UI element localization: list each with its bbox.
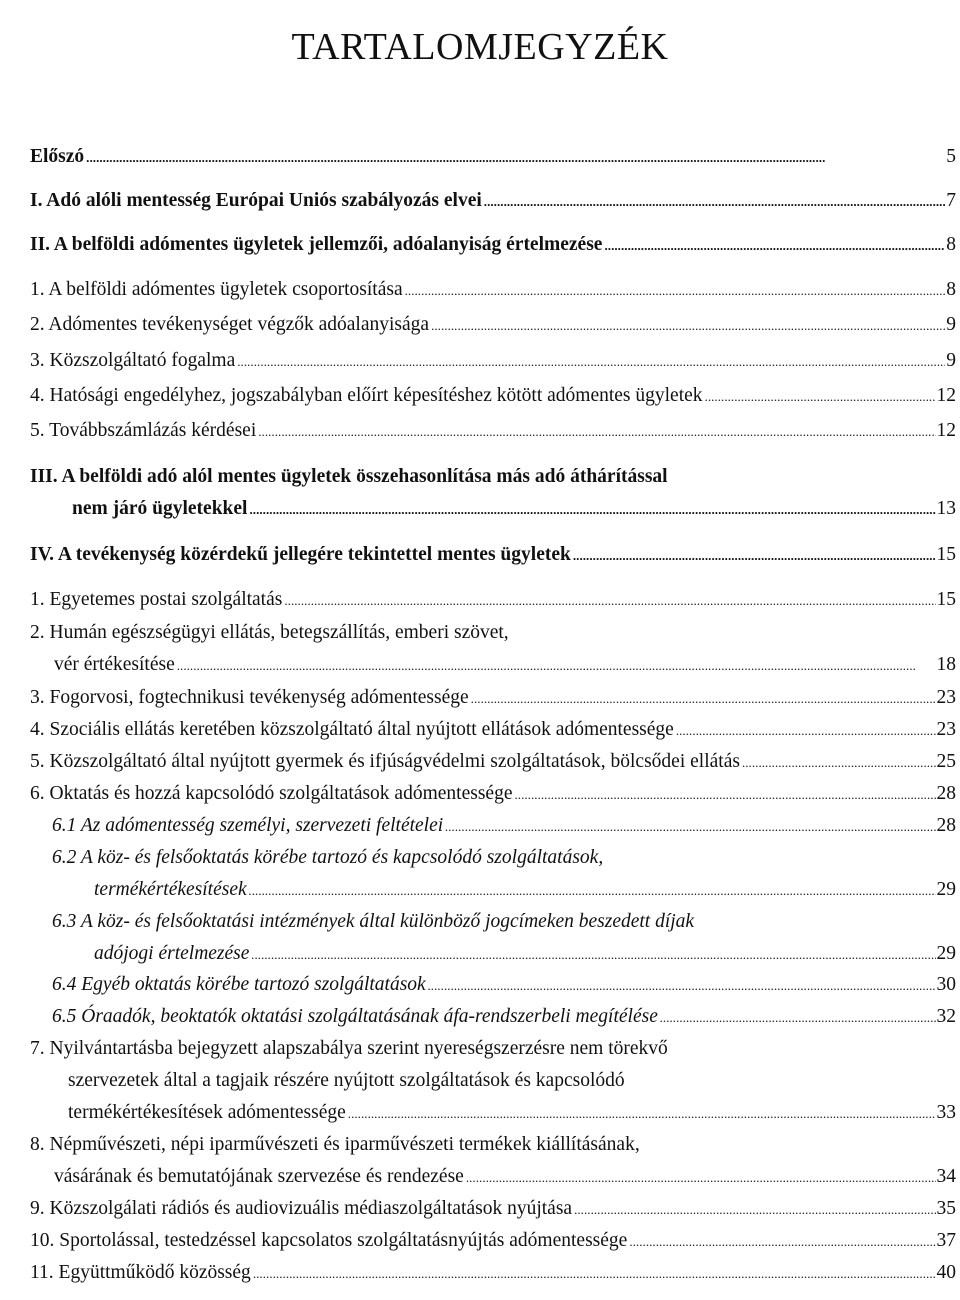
page-number: 12 (936, 385, 956, 406)
toc-entry-title: 3. Közszolgáltató fogalma (30, 350, 236, 371)
toc-entry-title: 1. Egyetemes postai szolgáltatás (30, 589, 283, 610)
page-number: 28 (936, 815, 956, 836)
toc-entry-title: 5. Közszolgáltató által nyújtott gyermek és ifjúságvédelmi szolgáltatások, bölcsődei ellátás (30, 751, 740, 772)
toc-entry-title: 4. Hatósági engedélyhez, jogszabályban előírt képesítéshez kötött adómentes ügyletek (30, 385, 703, 406)
toc-entry-title: termékértékesítések (94, 879, 247, 900)
page-number: 33 (936, 1102, 956, 1123)
page-number: 8 (946, 234, 956, 255)
page-number: 15 (936, 544, 956, 565)
page-number: 29 (936, 879, 956, 900)
page-number: 40 (936, 1262, 956, 1283)
dot-leader (660, 1004, 936, 1030)
dot-leader (249, 496, 935, 522)
toc-entry-title: Előszó (30, 146, 85, 167)
toc-entry-title: vér értékesítése (54, 654, 175, 675)
dot-leader (471, 685, 936, 711)
dot-leader (466, 1164, 936, 1190)
page-number: 32 (936, 1006, 956, 1027)
toc-entry-title: adójogi értelmezése (94, 943, 250, 964)
page-number: 34 (936, 1166, 956, 1187)
page-number: 15 (936, 589, 956, 610)
dot-leader (604, 232, 945, 258)
dot-leader (431, 312, 945, 338)
dot-leader (253, 1260, 936, 1286)
dot-leader (484, 188, 945, 214)
page-number: 30 (936, 974, 956, 995)
dot-leader (742, 749, 936, 775)
page-number: 23 (936, 687, 956, 708)
toc-entry-title: 6.3 A köz- és felsőoktatási intézmények által különböző jogcímeken beszedett díjak (52, 911, 695, 932)
dot-leader (514, 781, 935, 807)
page-number: 9 (946, 314, 956, 335)
toc-entry-title: 6.1 Az adómentesség személyi, szervezeti feltételei (52, 815, 444, 836)
dot-leader (251, 941, 935, 967)
page-number: 5 (946, 146, 956, 167)
dot-leader (629, 1228, 935, 1254)
dot-leader (573, 542, 936, 568)
dot-leader (705, 383, 936, 409)
page-number: 29 (936, 943, 956, 964)
toc-entry-title: 4. Szociális ellátás keretében közszolgáltató által nyújtott ellátások adómentessége (30, 719, 674, 740)
page-number: 18 (936, 654, 956, 675)
dot-leader (348, 1100, 936, 1126)
page-number: 8 (946, 279, 956, 300)
toc-entry-title: 6.5 Óraadók, beoktatók oktatási szolgáltatásának áfa-rendszerbeli megítélése (52, 1006, 658, 1027)
dot-leader (428, 972, 936, 998)
page-number: 12 (936, 420, 956, 441)
toc-entry-title: 1. A belföldi adómentes ügyletek csoportosítása (30, 279, 403, 300)
dot-leader (258, 418, 935, 444)
toc-entry-title: 6. Oktatás és hozzá kapcsolódó szolgáltatások adómentessége (30, 783, 513, 804)
toc-entry-title: 3. Fogorvosi, fogtechnikusi tevékenység adómentessége (30, 687, 469, 708)
toc-entry-title: 11. Együttműködő közösség (30, 1262, 251, 1283)
dot-leader (249, 877, 936, 903)
toc-entry-title: III. A belföldi adó alól mentes ügyletek összehasonlítása más adó áthárítással (30, 466, 668, 487)
toc-entry-title: vásárának és bemutatójának szervezése és rendezése (54, 1166, 464, 1187)
toc-entry-title: 2. Humán egészségügyi ellátás, betegszállítás, emberi szövet, (30, 622, 509, 643)
toc-entry-title: nem járó ügyletekkel (72, 498, 248, 519)
toc-entry-title: termékértékesítések adómentessége (68, 1102, 346, 1123)
toc-entry-title: 7. Nyilvántartásba bejegyzett alapszabálya szerint nyereségszerzésre nem törekvő (30, 1038, 668, 1059)
toc-entry-title: 5. Továbbszámlázás kérdései (30, 420, 257, 441)
page-number: 7 (946, 190, 956, 211)
toc-entry-title: I. Adó alóli mentesség Európai Uniós szabályozás elvei (30, 190, 482, 211)
toc-entry-title: 6.4 Egyéb oktatás körébe tartozó szolgáltatások (52, 974, 426, 995)
toc-entry-title: 9. Közszolgálati rádiós és audiovizuális médiaszolgáltatások nyújtása (30, 1198, 573, 1219)
toc-entry-title: IV. A tevékenység közérdekű jellegére tekintettel mentes ügyletek (30, 544, 571, 565)
page-title: TARTALOMJEGYZÉK (291, 26, 669, 69)
toc-entry-title: 8. Népművészeti, népi iparművészeti és iparművészeti termékek kiállításának, (30, 1134, 640, 1155)
page-number: 37 (936, 1230, 956, 1251)
dot-leader (284, 587, 935, 613)
page-number: 13 (936, 498, 956, 519)
dot-leader (237, 348, 945, 374)
toc-entry-title: 2. Adómentes tevékenységet végzők adóalanyisága (30, 314, 430, 335)
page-number: 25 (936, 751, 956, 772)
toc-entry-title: II. A belföldi adómentes ügyletek jellemzői, adóalanyiság értelmezése (30, 234, 603, 255)
toc-entry-title: 6.2 A köz- és felsőoktatás körébe tartozó és kapcsolódó szolgáltatások, (52, 847, 604, 868)
dot-leader (445, 813, 935, 839)
page-number: 28 (936, 783, 956, 804)
page-number: 23 (936, 719, 956, 740)
dot-leader (574, 1196, 935, 1222)
dot-leader (676, 717, 936, 743)
page-number: 9 (946, 350, 956, 371)
dot-leader (405, 277, 946, 303)
dot-leader (177, 652, 936, 678)
dot-leader (86, 144, 945, 170)
toc-entry-title: szervezetek által a tagjaik részére nyújtott szolgáltatások és kapcsolódó (68, 1070, 625, 1091)
page-number: 35 (936, 1198, 956, 1219)
toc-entry-title: 10. Sportolással, testedzéssel kapcsolatos szolgáltatásnyújtás adómentessége (30, 1230, 628, 1251)
